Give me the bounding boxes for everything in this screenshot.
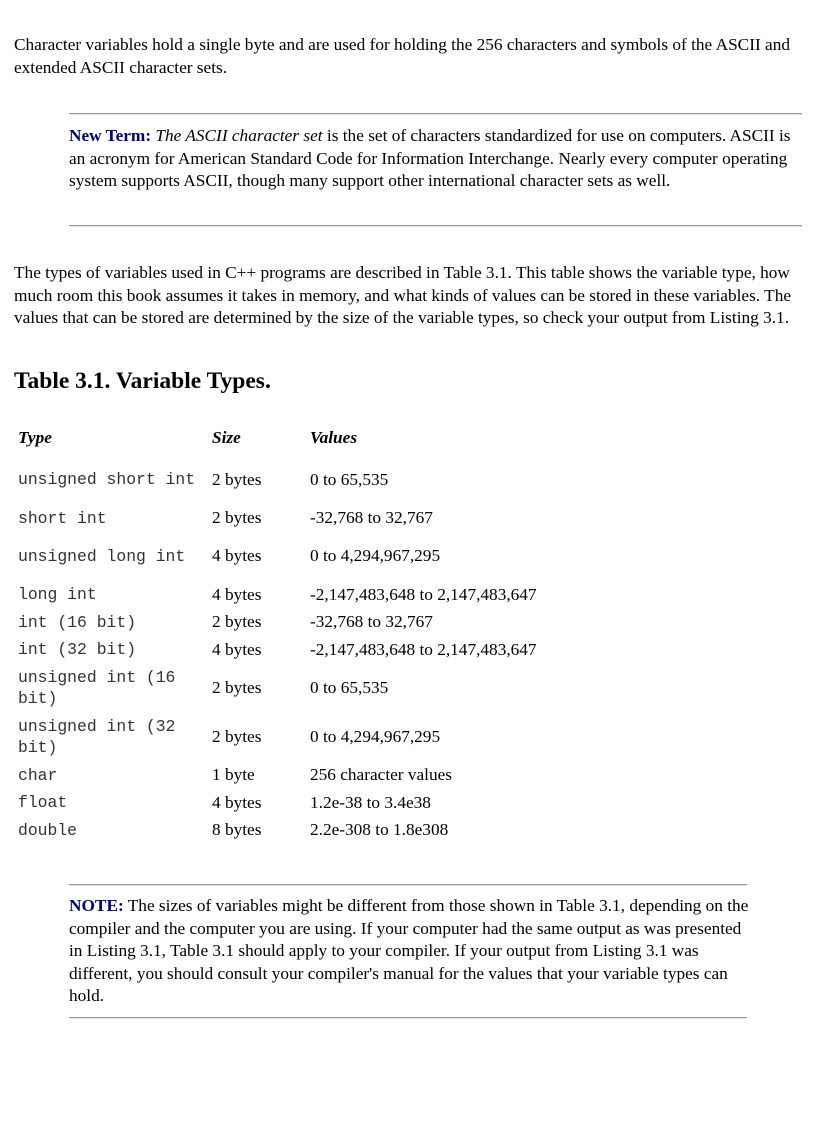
header-size: Size	[212, 428, 241, 447]
cell-values: 0 to 65,535	[310, 469, 389, 489]
new-term-callout	[69, 125, 809, 193]
table-row	[14, 789, 610, 817]
cell-type: unsigned long int	[18, 546, 186, 566]
cell-type: short int	[18, 508, 107, 528]
table-row	[14, 817, 610, 845]
cell-type: float	[18, 793, 68, 813]
note-callout	[69, 895, 749, 1008]
new-term-bottom-rule	[69, 225, 802, 227]
cell-size: 4 bytes	[212, 792, 262, 812]
table-row	[14, 505, 610, 533]
cell-size: 2 bytes	[212, 726, 262, 746]
note-text: The sizes of variables might be different from those shown in Table 3.1, depending on the compiler and the computer you are using. If your computer had the same output as was presented in Listing 3.1, Table 3.1 should apply to your compiler. If your output from Listing 3.1 was different, you should consult your compiler's manual for the values that your variable types can hold.	[69, 896, 749, 1006]
cell-values: 256 character values	[310, 765, 453, 785]
cell-size: 8 bytes	[212, 820, 262, 840]
cell-values: -2,147,483,648 to 2,147,483,647	[310, 639, 537, 659]
table-row	[14, 664, 610, 713]
cell-values: 0 to 65,535	[310, 677, 389, 697]
table-row	[14, 636, 610, 664]
cell-type: int (32 bit)	[18, 640, 137, 660]
cell-size: 2 bytes	[212, 508, 262, 528]
cell-size: 2 bytes	[212, 612, 262, 632]
cell-values: 0 to 4,294,967,295	[310, 546, 441, 566]
note-bottom-rule	[69, 1017, 747, 1019]
header-values: Values	[310, 428, 358, 447]
cell-type: double	[18, 820, 78, 840]
table-row	[14, 532, 610, 581]
intro-paragraph: Character variables hold a single byte and are used for holding the 256 characters and symbols of the ASCII and extended ASCII character sets.	[14, 35, 790, 77]
cell-size: 1 byte	[212, 765, 255, 785]
table-row	[14, 581, 610, 609]
cell-values: -32,768 to 32,767	[310, 612, 433, 632]
cell-size: 2 bytes	[212, 677, 262, 697]
cell-type: int (16 bit)	[18, 612, 137, 632]
table-row	[14, 713, 610, 762]
cell-type: unsigned short int	[18, 470, 196, 490]
note-label: NOTE:	[69, 896, 124, 915]
new-term-label: New Term:	[69, 126, 152, 145]
cell-size: 4 bytes	[212, 639, 262, 659]
new-term-top-rule	[69, 113, 802, 115]
cell-values: 0 to 4,294,967,295	[310, 726, 441, 746]
table-header-row	[14, 427, 610, 456]
types-paragraph: The types of variables used in C++ programs are described in Table 3.1. This table shows the variable type, how much room this book assumes it takes in memory, and what kinds of values can be stored in these variables. The values that can be stored are determined by the size of the variable types, so check your output from Listing 3.1.	[14, 263, 792, 328]
cell-values: 2.2e-308 to 1.8e308	[310, 820, 449, 840]
header-type: Type	[18, 428, 52, 447]
cell-type: unsigned int (16 bit)	[18, 667, 176, 709]
table-row	[14, 762, 610, 790]
cell-type: char	[18, 765, 58, 785]
cell-values: -32,768 to 32,767	[310, 508, 433, 528]
cell-type: long int	[18, 585, 97, 605]
cell-size: 4 bytes	[212, 546, 262, 566]
cell-size: 4 bytes	[212, 584, 262, 604]
note-top-rule	[69, 884, 747, 886]
cell-size: 2 bytes	[212, 469, 262, 489]
table-row	[14, 456, 610, 505]
table-row	[14, 609, 610, 637]
cell-values: 1.2e-38 to 3.4e38	[310, 792, 431, 812]
table-title: Table 3.1. Variable Types.	[14, 368, 271, 394]
new-term-text: is the set of characters standardized for use on computers. ASCII is an acronym for American Standard Code for Information Interchange. Nearly every computer operating system supports ASCII, though many support other international character sets as well.	[69, 126, 791, 191]
variable-types-table	[14, 427, 610, 844]
new-term-term: The ASCII character set	[155, 126, 323, 145]
cell-type: unsigned int (32 bit)	[18, 716, 176, 758]
cell-values: -2,147,483,648 to 2,147,483,647	[310, 584, 537, 604]
